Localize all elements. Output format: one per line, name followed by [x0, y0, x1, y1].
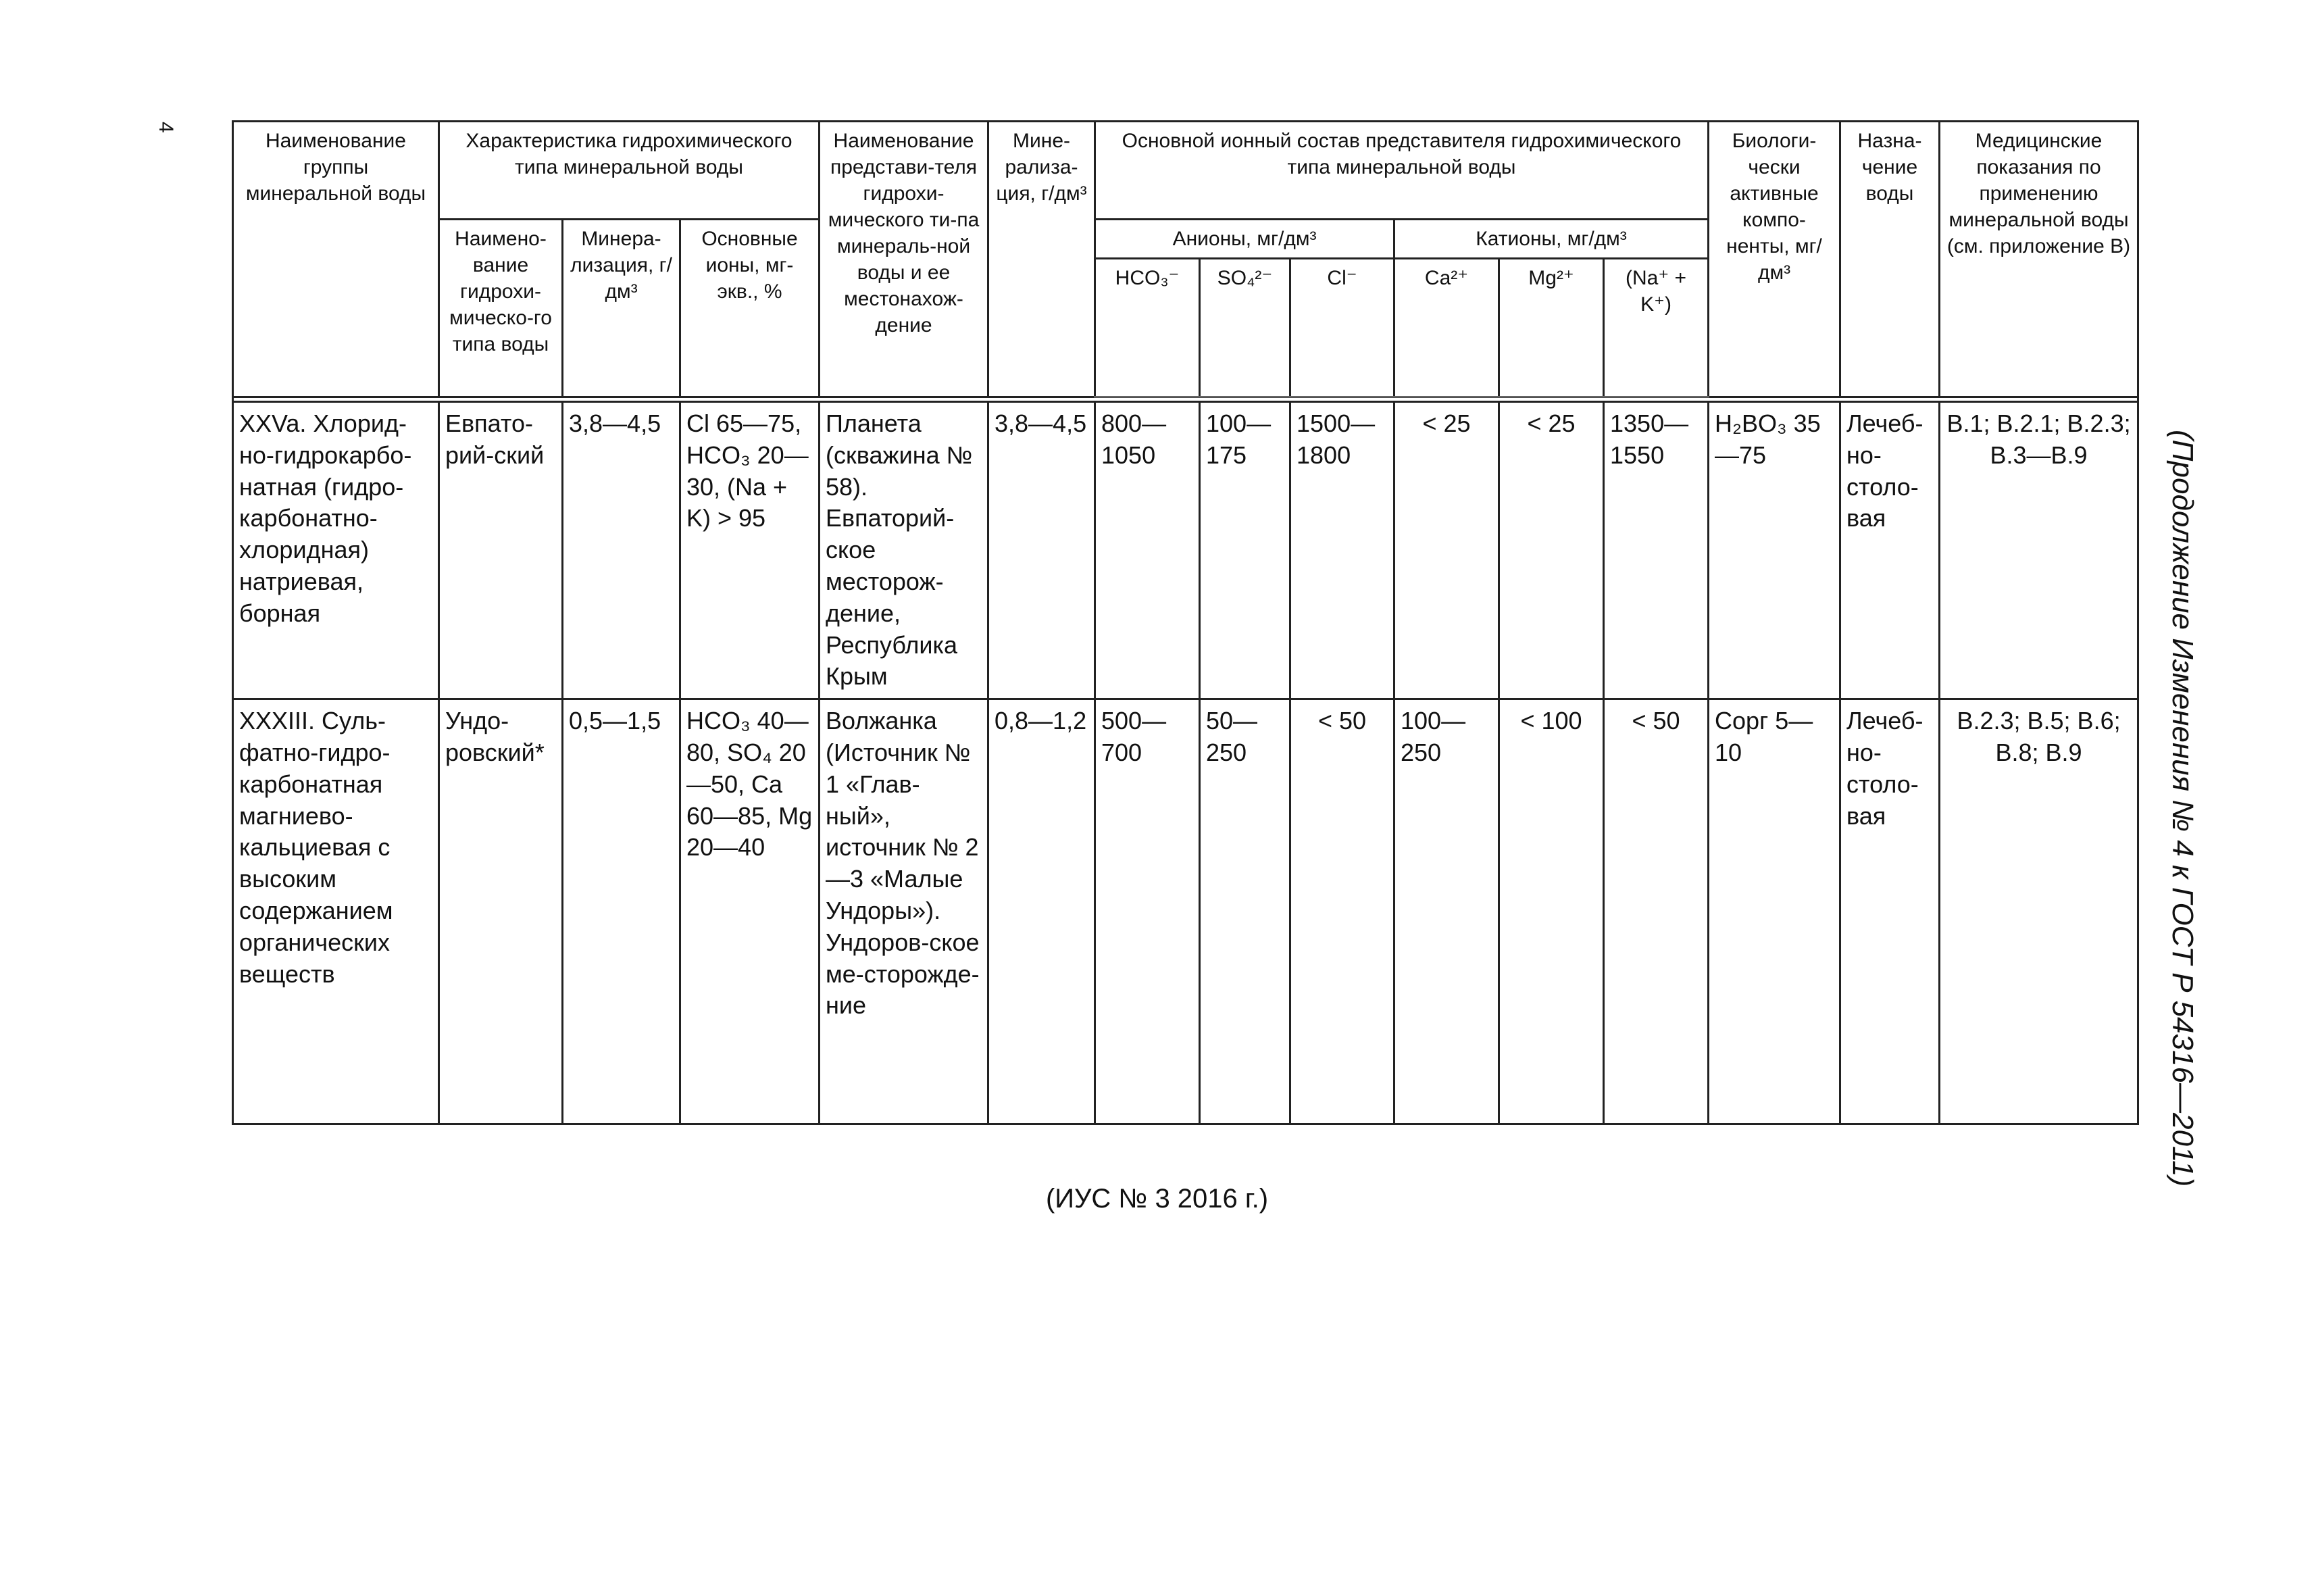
table-row [233, 402, 2138, 699]
header-cl: Cl⁻ [1290, 259, 1394, 397]
footer-publication: (ИУС № 3 2016 г.) [1045, 1184, 1269, 1214]
cell-so4: 100—175 [1200, 402, 1290, 699]
header-ion-composition: Основной ионный состав представителя гидрохимического типа минеральной воды [1095, 122, 1709, 220]
header-separator [233, 397, 2138, 402]
cell-mineralization: 3,8—4,5 [988, 402, 1095, 699]
cell-bio: Cорг 5—10 [1709, 699, 1840, 1124]
header-so4: SO₄²⁻ [1200, 259, 1290, 397]
cell-purpose: Лечеб-но-столо-вая [1840, 402, 1940, 699]
cell-representative: Планета (скважина № 58). Евпаторий-ское месторож-дение, Республика Крым [820, 402, 988, 699]
header-bio-components: Биологи-чески активные компо-ненты, мг/дм³ [1709, 122, 1840, 397]
cell-ca: < 25 [1394, 402, 1499, 699]
cell-group: XXVa. Хлорид-но-гидрокарбо-натная (гидро-карбонатно-хлоридная) натриевая, борная [233, 402, 439, 699]
mineral-water-table [232, 120, 2139, 1125]
header-type-mineralization: Минера-лизация, г/дм³ [563, 220, 680, 397]
cell-cl: < 50 [1290, 699, 1394, 1124]
side-caption: (Продолжение Изменения № 4 к ГОСТ Р 54316—2011) [2166, 430, 2199, 1187]
cell-cl: 1500—1800 [1290, 402, 1394, 699]
cell-bio: H₂BO₃ 35—75 [1709, 402, 1840, 699]
cell-type-mineralization: 0,5—1,5 [563, 699, 680, 1124]
cell-type-mineralization: 3,8—4,5 [563, 402, 680, 699]
header-representative: Наименование представи-теля гидрохи-мического ти-па минераль-ной воды и ее местонахож-дение [820, 122, 988, 397]
cell-na-k: < 50 [1604, 699, 1709, 1124]
header-type-name: Наимено-вание гидрохи-мическо-го типа воды [439, 220, 563, 397]
cell-purpose: Лечеб-но-столо-вая [1840, 699, 1940, 1124]
header-mineralization: Мине-рализа-ция, г/дм³ [988, 122, 1095, 397]
cell-medical: В.1; В.2.1; В.2.3; В.3—В.9 [1940, 402, 2138, 699]
header-group-name: Наименование группы минеральной воды [233, 122, 439, 397]
cell-mg: < 25 [1499, 402, 1604, 699]
cell-medical: В.2.3; В.5; В.6; В.8; В.9 [1940, 699, 2138, 1124]
header-hydrochem-char: Характеристика гидрохимического типа минеральной воды [439, 122, 820, 220]
header-purpose: Назна-чение воды [1840, 122, 1940, 397]
cell-mineralization: 0,8—1,2 [988, 699, 1095, 1124]
cell-mg: < 100 [1499, 699, 1604, 1124]
cell-hco3: 500—700 [1095, 699, 1200, 1124]
cell-so4: 50—250 [1200, 699, 1290, 1124]
cell-group: XXXIII. Суль-фатно-гидро-карбонатная магниево-кальциевая с высоким содержанием органических веществ [233, 699, 439, 1124]
cell-type-ions: Cl 65—75, HCO₃ 20—30, (Na + K) > 95 [680, 402, 820, 699]
page-number: 4 [155, 122, 177, 133]
cell-type-name: Евпато-рий-ский [439, 402, 563, 699]
header-type-ions: Основные ионы, мг-экв., % [680, 220, 820, 397]
cell-type-ions: HCO₃ 40—80, SO₄ 20—50, Ca 60—85, Mg 20—40 [680, 699, 820, 1124]
cell-hco3: 800—1050 [1095, 402, 1200, 699]
header-medical: Медицинские показания по применению минеральной воды (см. приложение В) [1940, 122, 2138, 397]
header-hco3: HCO₃⁻ [1095, 259, 1200, 397]
cell-representative: Волжанка (Источник № 1 «Глав-ный», источник № 2—3 «Малые Ундоры»). Ундоров-ское ме-сторожде-ние [820, 699, 988, 1124]
header-cations: Катионы, мг/дм³ [1394, 220, 1709, 259]
cell-ca: 100—250 [1394, 699, 1499, 1124]
header-anions: Анионы, мг/дм³ [1095, 220, 1394, 259]
table-row [233, 699, 2138, 1124]
header-ca: Ca²⁺ [1394, 259, 1499, 397]
cell-type-name: Ундо-ровский* [439, 699, 563, 1124]
header-na-k: (Na⁺ + K⁺) [1604, 259, 1709, 397]
header-mg: Mg²⁺ [1499, 259, 1604, 397]
cell-na-k: 1350—1550 [1604, 402, 1709, 699]
